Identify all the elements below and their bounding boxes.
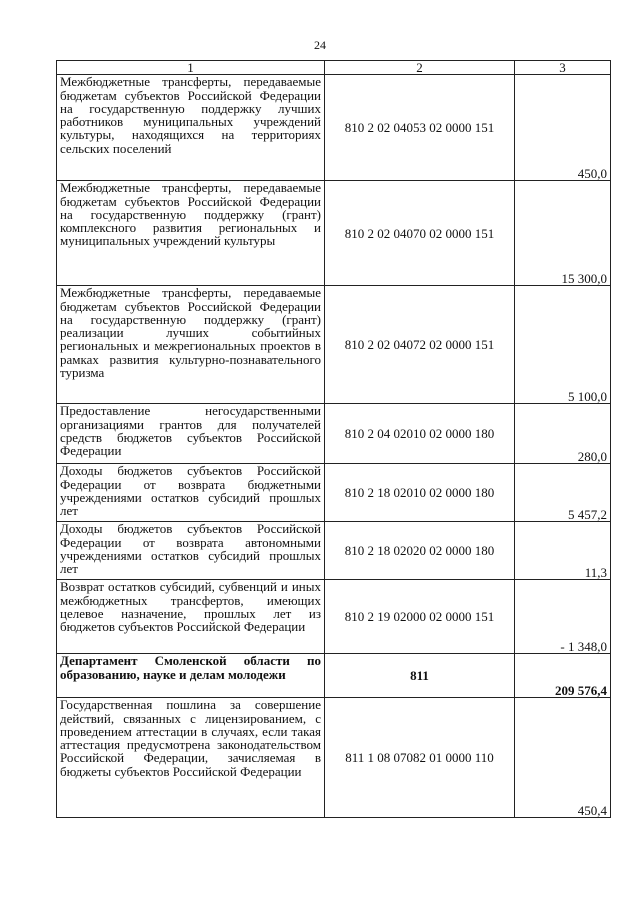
revenue-description: Государственная пошлина за совершение действий, связанных с лицензированием, с проведением аттестации в случаях, если такая аттестация предусмотрена законодательством Российской Федерации, зачисляемая в бюджеты субъектов Российской Федерации xyxy=(57,698,325,818)
budget-code: 811 1 08 07082 01 0000 110 xyxy=(325,698,515,818)
amount: 11,3 xyxy=(515,522,611,580)
table-header-row xyxy=(57,61,611,75)
amount: 450,0 xyxy=(515,75,611,181)
table-row xyxy=(57,464,611,522)
revenue-table xyxy=(56,60,611,818)
table-row xyxy=(57,75,611,181)
department-code: 811 xyxy=(325,654,515,698)
budget-code: 810 2 18 02020 02 0000 180 xyxy=(325,522,515,580)
table-row xyxy=(57,698,611,818)
table-row xyxy=(57,404,611,464)
revenue-description: Возврат остатков субсидий, субвенций и иных межбюджетных трансфертов, имеющих целевое назначение, прошлых лет из бюджетов субъектов Российской Федерации xyxy=(57,580,325,654)
revenue-description: Предоставление негосударственными организациями грантов для получателей средств бюджетов субъектов Российской Федерации xyxy=(57,404,325,464)
revenue-description: Межбюджетные трансферты, передаваемые бюджетам субъектов Российской Федерации на государственную поддержку лучших работников муниципальных учреждений культуры, находящихся на территориях сельских поселений xyxy=(57,75,325,181)
table-row xyxy=(57,580,611,654)
table-row xyxy=(57,181,611,286)
page-number: 24 xyxy=(314,38,326,52)
budget-code: 810 2 04 02010 02 0000 180 xyxy=(325,404,515,464)
table-row xyxy=(57,286,611,404)
column-header: 3 xyxy=(515,61,611,75)
amount: 5 457,2 xyxy=(515,464,611,522)
department-total: 209 576,4 xyxy=(515,654,611,698)
amount: 15 300,0 xyxy=(515,181,611,286)
budget-code: 810 2 02 04070 02 0000 151 xyxy=(325,181,515,286)
budget-code: 810 2 02 04072 02 0000 151 xyxy=(325,286,515,404)
amount: 5 100,0 xyxy=(515,286,611,404)
budget-code: 810 2 19 02000 02 0000 151 xyxy=(325,580,515,654)
revenue-description: Межбюджетные трансферты, передаваемые бюджетам субъектов Российской Федерации на государственную поддержку (грант) комплексного развития региональных и муниципальных учреждений культуры xyxy=(57,181,325,286)
column-header: 2 xyxy=(325,61,515,75)
amount: - 1 348,0 xyxy=(515,580,611,654)
column-header: 1 xyxy=(57,61,325,75)
revenue-description: Межбюджетные трансферты, передаваемые бюджетам субъектов Российской Федерации на государственную поддержку (грант) реализации лучших событийных региональных и межрегиональных проектов в рамках развития культурно-познавательного туризма xyxy=(57,286,325,404)
department-name: Департамент Смоленской области по образованию, науке и делам молодежи xyxy=(57,654,325,698)
amount: 450,4 xyxy=(515,698,611,818)
budget-code: 810 2 18 02010 02 0000 180 xyxy=(325,464,515,522)
amount: 280,0 xyxy=(515,404,611,464)
table-row xyxy=(57,522,611,580)
revenue-description: Доходы бюджетов субъектов Российской Федерации от возврата автономными учреждениями остатков субсидий прошлых лет xyxy=(57,522,325,580)
revenue-description: Доходы бюджетов субъектов Российской Федерации от возврата бюджетными учреждениями остатков субсидий прошлых лет xyxy=(57,464,325,522)
budget-code: 810 2 02 04053 02 0000 151 xyxy=(325,75,515,181)
department-row xyxy=(57,654,611,698)
